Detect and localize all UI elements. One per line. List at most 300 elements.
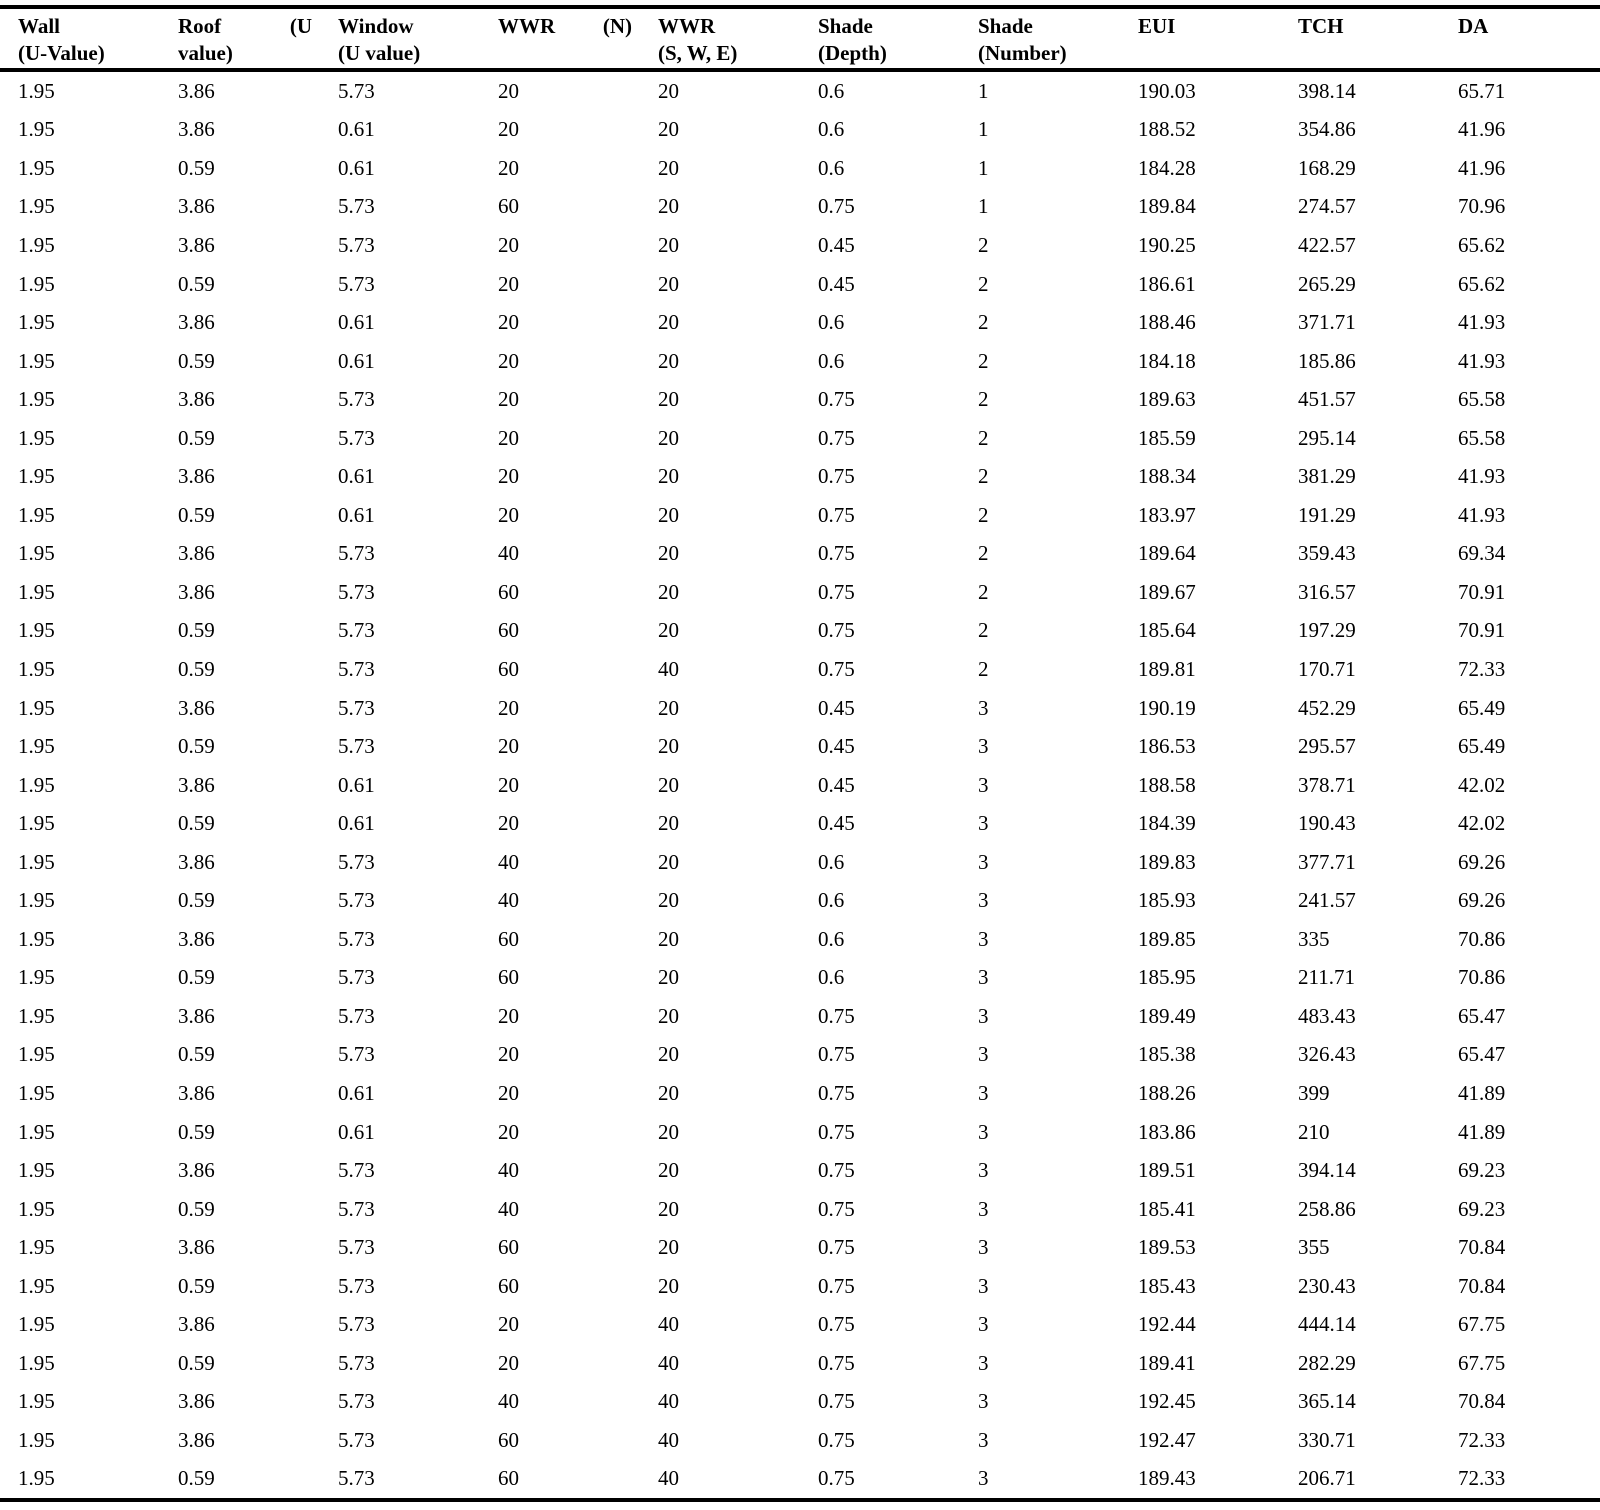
cell-da: 65.47 (1458, 1042, 1506, 1067)
cell-window-u: 5.73 (338, 541, 375, 566)
cell-wwr-n: 20 (498, 1003, 519, 1028)
cell-tch: 354.86 (1298, 117, 1356, 142)
cell-wwr-n: 20 (498, 425, 519, 450)
cell-shade-number: 3 (978, 1389, 989, 1414)
table-row (0, 1344, 1600, 1383)
cell-wwr-n: 20 (498, 387, 519, 412)
cell-wwr-swe: 20 (658, 310, 679, 335)
cell-roof-u: 3.86 (178, 1080, 215, 1105)
cell-eui: 190.25 (1138, 232, 1196, 257)
cell-window-u: 5.73 (338, 1312, 375, 1337)
cell-window-u: 5.73 (338, 1350, 375, 1375)
cell-shade-depth: 0.75 (818, 1427, 855, 1452)
cell-roof-u: 0.59 (178, 734, 215, 759)
cell-wwr-n: 20 (498, 155, 519, 180)
cell-wwr-n: 20 (498, 310, 519, 335)
cell-wwr-swe: 40 (658, 656, 679, 681)
cell-wwr-swe: 20 (658, 155, 679, 180)
table-body (0, 70, 1600, 1500)
cell-wwr-n: 20 (498, 1119, 519, 1144)
header-shade-number: Shade (Number) (978, 14, 1067, 65)
cell-wwr-swe: 20 (658, 232, 679, 257)
cell-da: 70.86 (1458, 926, 1506, 951)
cell-wwr-swe: 20 (658, 1235, 679, 1260)
cell-wall-u: 1.95 (18, 1196, 55, 1221)
cell-wwr-n: 60 (498, 965, 519, 990)
cell-shade-depth: 0.75 (818, 1042, 855, 1067)
table-row (0, 303, 1600, 342)
cell-da: 41.93 (1458, 348, 1506, 373)
cell-tch: 282.29 (1298, 1350, 1356, 1375)
cell-wall-u: 1.95 (18, 232, 55, 257)
cell-eui: 189.53 (1138, 1235, 1196, 1260)
cell-tch: 394.14 (1298, 1158, 1356, 1183)
cell-shade-number: 2 (978, 502, 989, 527)
cell-tch: 444.14 (1298, 1312, 1356, 1337)
cell-wwr-swe: 20 (658, 888, 679, 913)
results-table (0, 5, 1600, 1502)
cell-window-u: 5.73 (338, 194, 375, 219)
table-row (0, 1151, 1600, 1190)
cell-tch: 377.71 (1298, 849, 1356, 874)
cell-tch: 191.29 (1298, 502, 1356, 527)
table-row (0, 457, 1600, 496)
cell-da: 69.26 (1458, 849, 1506, 874)
cell-shade-depth: 0.6 (818, 78, 845, 103)
cell-roof-u: 0.59 (160, 1460, 320, 1501)
cell-da: 70.91 (1458, 618, 1506, 643)
cell-shade-number: 3 (978, 888, 989, 913)
cell-shade-number: 3 (978, 1312, 989, 1337)
cell-shade-depth: 0.75 (818, 541, 855, 566)
cell-tch: 451.57 (1298, 387, 1356, 412)
cell-tch: 355 (1298, 1235, 1330, 1260)
cell-eui: 183.86 (1138, 1119, 1196, 1144)
cell-window-u: 5.73 (338, 425, 375, 450)
cell-wwr-swe: 20 (658, 117, 679, 142)
cell-wwr-n: 40 (498, 1389, 519, 1414)
cell-wwr-swe: 20 (658, 1080, 679, 1105)
cell-da: 70.91 (1458, 579, 1506, 604)
cell-da: 65.62 (1458, 271, 1506, 296)
cell-eui: 188.46 (1138, 310, 1196, 335)
cell-wall-u: 1.95 (18, 310, 55, 335)
cell-da: 41.96 (1458, 117, 1506, 142)
cell-roof-u: 0.59 (178, 502, 215, 527)
cell-wall-u: 1.95 (18, 1003, 55, 1028)
cell-tch: 365.14 (1298, 1389, 1356, 1414)
cell-window-u: 5.73 (338, 1389, 375, 1414)
cell-roof-u: 3.86 (178, 1235, 215, 1260)
cell-shade-number: 3 (978, 1273, 989, 1298)
cell-shade-depth: 0.75 (818, 1350, 855, 1375)
cell-shade-depth: 0.6 (818, 310, 845, 335)
cell-shade-number: 2 (978, 425, 989, 450)
cell-da: 41.96 (1458, 155, 1506, 180)
cell-wall-u: 1.95 (18, 849, 55, 874)
cell-wwr-swe: 20 (658, 1119, 679, 1144)
cell-roof-u: 3.86 (178, 310, 215, 335)
cell-wwr-swe: 40 (658, 1427, 679, 1452)
cell-roof-u: 3.86 (178, 387, 215, 412)
cell-wall-u: 1.95 (18, 78, 55, 103)
cell-tch: 274.57 (1298, 194, 1356, 219)
table-row (0, 959, 1600, 998)
header-eui: EUI (1138, 14, 1176, 38)
cell-shade-depth: 0.45 (818, 271, 855, 296)
cell-shade-number: 3 (978, 811, 989, 836)
cell-shade-number: 3 (978, 1042, 989, 1067)
cell-tch: 371.71 (1298, 310, 1356, 335)
cell-shade-number: 1 (978, 194, 989, 219)
cell-eui: 189.85 (1138, 926, 1196, 951)
cell-shade-number: 3 (978, 1119, 989, 1144)
cell-eui: 189.43 (1120, 1460, 1280, 1501)
cell-wwr-n: 20 (498, 695, 519, 720)
cell-shade-number: 3 (978, 965, 989, 990)
cell-wwr-swe: 20 (658, 541, 679, 566)
cell-wwr-n: 60 (498, 1235, 519, 1260)
cell-wwr-swe: 20 (658, 965, 679, 990)
cell-wall-u: 1.95 (18, 502, 55, 527)
cell-wwr-swe: 20 (658, 734, 679, 759)
cell-shade-depth: 0.75 (818, 1158, 855, 1183)
cell-wall-u: 1.95 (18, 1080, 55, 1105)
cell-eui: 183.97 (1138, 502, 1196, 527)
cell-shade-number: 2 (978, 656, 989, 681)
cell-wall-u: 1.95 (18, 464, 55, 489)
cell-wall-u: 1.95 (18, 926, 55, 951)
table-row (0, 843, 1600, 882)
cell-roof-u: 3.86 (178, 232, 215, 257)
cell-eui: 185.38 (1138, 1042, 1196, 1067)
cell-shade-number: 3 (978, 1158, 989, 1183)
cell-tch: 399 (1298, 1080, 1330, 1105)
cell-tch: 197.29 (1298, 618, 1356, 643)
cell-da: 69.34 (1458, 541, 1506, 566)
cell-wwr-n: 40 (498, 1196, 519, 1221)
cell-shade-depth: 0.75 (818, 579, 855, 604)
cell-da: 70.84 (1458, 1389, 1506, 1414)
cell-wwr-swe: 20 (658, 78, 679, 103)
cell-wall-u: 1.95 (18, 387, 55, 412)
cell-shade-number: 3 (978, 1080, 989, 1105)
cell-eui: 185.95 (1138, 965, 1196, 990)
cell-wall-u: 1.95 (18, 348, 55, 373)
cell-window-u: 0.61 (338, 811, 375, 836)
cell-shade-number: 2 (978, 348, 989, 373)
cell-da: 72.33 (1440, 1460, 1600, 1501)
table-row (0, 1113, 1600, 1152)
cell-shade-depth: 0.75 (818, 1080, 855, 1105)
cell-da: 67.75 (1458, 1350, 1506, 1375)
cell-roof-u: 3.86 (178, 78, 215, 103)
cell-eui: 186.53 (1138, 734, 1196, 759)
cell-shade-number: 3 (978, 772, 989, 797)
cell-roof-u: 0.59 (178, 1119, 215, 1144)
cell-wwr-swe: 20 (658, 618, 679, 643)
cell-wall-u: 1.95 (18, 271, 55, 296)
table-row (0, 1036, 1600, 1075)
table-row (0, 70, 1600, 111)
cell-roof-u: 3.86 (178, 926, 215, 951)
cell-shade-number: 3 (978, 1196, 989, 1221)
cell-window-u: 0.61 (338, 464, 375, 489)
cell-wall-u: 1.95 (18, 117, 55, 142)
cell-eui: 189.84 (1138, 194, 1196, 219)
cell-wall-u: 1.95 (18, 1312, 55, 1337)
cell-wwr-n: 20 (498, 772, 519, 797)
cell-shade-depth: 0.75 (818, 1003, 855, 1028)
cell-tch: 211.71 (1298, 965, 1355, 990)
cell-shade-depth: 0.75 (818, 1273, 855, 1298)
cell-wwr-n: 60 (498, 926, 519, 951)
cell-shade-depth: 0.6 (818, 348, 845, 373)
cell-wall-u: 1.95 (18, 1235, 55, 1260)
cell-shade-depth: 0.45 (818, 232, 855, 257)
cell-tch: 185.86 (1298, 348, 1356, 373)
cell-window-u: 5.73 (338, 579, 375, 604)
cell-eui: 188.52 (1138, 117, 1196, 142)
cell-roof-u: 0.59 (178, 888, 215, 913)
cell-shade-number: 2 (978, 618, 989, 643)
cell-wall-u: 1.95 (18, 618, 55, 643)
cell-eui: 184.28 (1138, 155, 1196, 180)
cell-window-u: 5.73 (338, 695, 375, 720)
cell-shade-number: 3 (978, 926, 989, 951)
cell-shade-number: 2 (978, 310, 989, 335)
cell-eui: 185.41 (1138, 1196, 1196, 1221)
cell-eui: 190.19 (1138, 695, 1196, 720)
cell-shade-number: 2 (978, 271, 989, 296)
cell-window-u: 5.73 (338, 271, 375, 296)
cell-roof-u: 0.59 (178, 656, 215, 681)
cell-shade-depth: 0.75 (818, 194, 855, 219)
table-header (0, 7, 1600, 70)
cell-window-u: 5.73 (338, 1196, 375, 1221)
cell-window-u: 5.73 (338, 1003, 375, 1028)
cell-wwr-n: 60 (498, 1427, 519, 1452)
cell-wwr-n: 20 (498, 271, 519, 296)
cell-shade-depth: 0.75 (818, 1389, 855, 1414)
cell-tch: 398.14 (1298, 78, 1356, 103)
cell-da: 65.58 (1458, 387, 1506, 412)
cell-wwr-swe: 20 (658, 1042, 679, 1067)
cell-eui: 185.93 (1138, 888, 1196, 913)
cell-da: 69.26 (1458, 888, 1506, 913)
table-row (0, 1383, 1600, 1422)
cell-wwr-swe: 20 (658, 464, 679, 489)
cell-wall-u: 1.95 (18, 541, 55, 566)
table-row (0, 496, 1600, 535)
cell-tch: 326.43 (1298, 1042, 1356, 1067)
cell-tch: 258.86 (1298, 1196, 1356, 1221)
cell-wall-u: 1.95 (18, 1042, 55, 1067)
cell-window-u: 5.73 (338, 888, 375, 913)
cell-da: 41.89 (1458, 1119, 1506, 1144)
cell-wall-u: 1.95 (18, 194, 55, 219)
cell-da: 69.23 (1458, 1196, 1506, 1221)
table-row (0, 766, 1600, 805)
cell-window-u: 5.73 (338, 734, 375, 759)
cell-roof-u: 0.59 (178, 618, 215, 643)
cell-shade-depth: 0.45 (818, 811, 855, 836)
cell-wwr-swe: 20 (658, 194, 679, 219)
cell-wwr-n: 20 (498, 232, 519, 257)
cell-wwr-swe: 20 (658, 387, 679, 412)
cell-shade-depth: 0.75 (818, 425, 855, 450)
cell-shade-number: 3 (978, 1427, 989, 1452)
cell-shade-depth: 0.75 (818, 618, 855, 643)
cell-window-u: 5.73 (338, 965, 375, 990)
cell-window-u: 0.61 (338, 310, 375, 335)
cell-wall-u: 1.95 (18, 772, 55, 797)
table-row (0, 419, 1600, 458)
cell-wall-u: 1.95 (18, 1158, 55, 1183)
cell-window-u: 5.73 (338, 387, 375, 412)
cell-shade-number: 2 (978, 579, 989, 604)
cell-window-u: 5.73 (338, 1235, 375, 1260)
cell-eui: 185.64 (1138, 618, 1196, 643)
cell-wwr-swe: 20 (658, 271, 679, 296)
cell-window-u: 5.73 (338, 849, 375, 874)
cell-wwr-n: 20 (498, 78, 519, 103)
cell-roof-u: 3.86 (178, 1427, 215, 1452)
cell-shade-depth: 0.75 (818, 464, 855, 489)
cell-wwr-n: 20 (498, 502, 519, 527)
cell-wwr-n: 40 (498, 541, 519, 566)
cell-wwr-n: 20 (498, 1042, 519, 1067)
cell-wwr-swe: 40 (658, 1312, 679, 1337)
cell-roof-u: 0.59 (178, 425, 215, 450)
cell-roof-u: 3.86 (178, 772, 215, 797)
table-row (0, 535, 1600, 574)
cell-roof-u: 3.86 (178, 1158, 215, 1183)
cell-da: 41.93 (1458, 310, 1506, 335)
cell-roof-u: 0.59 (178, 965, 215, 990)
cell-shade-depth: 0.6 (818, 965, 845, 990)
table-row (0, 1267, 1600, 1306)
cell-roof-u: 3.86 (178, 464, 215, 489)
cell-wwr-n: 60 (498, 1273, 519, 1298)
cell-window-u: 5.73 (338, 1427, 375, 1452)
table-row (0, 1306, 1600, 1345)
cell-wwr-n: 20 (498, 1350, 519, 1375)
cell-wwr-n: 40 (498, 849, 519, 874)
cell-roof-u: 3.86 (178, 194, 215, 219)
cell-tch: 330.71 (1298, 1427, 1356, 1452)
cell-wwr-n: 20 (498, 348, 519, 373)
table-row (0, 727, 1600, 766)
cell-eui: 189.63 (1138, 387, 1196, 412)
cell-roof-u: 3.86 (178, 1389, 215, 1414)
cell-eui: 192.44 (1138, 1312, 1196, 1337)
cell-window-u: 0.61 (338, 117, 375, 142)
table-row (0, 111, 1600, 150)
cell-window-u: 0.61 (338, 348, 375, 373)
cell-shade-depth: 0.75 (818, 387, 855, 412)
cell-shade-depth: 0.6 (818, 155, 845, 180)
cell-roof-u: 0.59 (178, 1042, 215, 1067)
cell-da: 70.96 (1458, 194, 1506, 219)
cell-tch: 170.71 (1298, 656, 1356, 681)
cell-shade-depth: 0.75 (800, 1460, 960, 1501)
cell-wall-u: 1.95 (18, 155, 55, 180)
table-row (0, 380, 1600, 419)
cell-roof-u: 3.86 (178, 117, 215, 142)
cell-wwr-n: 60 (498, 656, 519, 681)
cell-window-u: 5.73 (338, 232, 375, 257)
cell-shade-number: 3 (978, 1235, 989, 1260)
cell-wwr-n: 20 (498, 117, 519, 142)
cell-shade-number: 3 (960, 1460, 1120, 1501)
cell-wwr-swe: 40 (658, 1350, 679, 1375)
cell-tch: 241.57 (1298, 888, 1356, 913)
cell-eui: 184.18 (1138, 348, 1196, 373)
table-row (0, 226, 1600, 265)
cell-tch: 168.29 (1298, 155, 1356, 180)
header-wall: Wall (U-Value) (18, 14, 105, 65)
cell-da: 72.33 (1458, 656, 1506, 681)
cell-eui: 189.51 (1138, 1158, 1196, 1183)
cell-window-u: 5.73 (338, 78, 375, 103)
table-row (0, 804, 1600, 843)
cell-eui: 185.59 (1138, 425, 1196, 450)
cell-shade-number: 3 (978, 734, 989, 759)
cell-tch: 316.57 (1298, 579, 1356, 604)
cell-tch: 378.71 (1298, 772, 1356, 797)
cell-eui: 188.58 (1138, 772, 1196, 797)
cell-da: 41.93 (1458, 464, 1506, 489)
table-row (0, 650, 1600, 689)
cell-wwr-n: 20 (498, 464, 519, 489)
cell-wwr-n: 20 (498, 734, 519, 759)
cell-wwr-n: 20 (498, 1312, 519, 1337)
cell-wall-u: 1.95 (18, 1427, 55, 1452)
cell-shade-number: 3 (978, 849, 989, 874)
cell-tch: 452.29 (1298, 695, 1356, 720)
cell-tch: 210 (1298, 1119, 1330, 1144)
cell-wall-u: 1.95 (18, 425, 55, 450)
cell-wwr-n: 20 (498, 811, 519, 836)
cell-shade-depth: 0.75 (818, 1312, 855, 1337)
cell-eui: 189.81 (1138, 656, 1196, 681)
cell-da: 65.71 (1458, 78, 1506, 103)
cell-eui: 188.26 (1138, 1080, 1196, 1105)
cell-roof-u: 3.86 (178, 849, 215, 874)
table-row (0, 1421, 1600, 1460)
cell-roof-u: 3.86 (178, 1312, 215, 1337)
cell-da: 70.84 (1458, 1273, 1506, 1298)
cell-window-u: 5.73 (338, 926, 375, 951)
header-window: Window (U value) (338, 14, 421, 65)
cell-da: 65.49 (1458, 695, 1506, 720)
cell-wwr-n: 40 (498, 1158, 519, 1183)
cell-tch: 422.57 (1298, 232, 1356, 257)
cell-tch: 265.29 (1298, 271, 1356, 296)
cell-wwr-swe: 20 (658, 1003, 679, 1028)
cell-wall-u: 1.95 (18, 1273, 55, 1298)
cell-eui: 189.67 (1138, 579, 1196, 604)
cell-window-u: 5.73 (320, 1460, 480, 1501)
cell-shade-depth: 0.6 (818, 117, 845, 142)
cell-wwr-n: 60 (498, 579, 519, 604)
table-row (0, 265, 1600, 304)
cell-da: 67.75 (1458, 1312, 1506, 1337)
cell-window-u: 5.73 (338, 656, 375, 681)
cell-shade-depth: 0.45 (818, 772, 855, 797)
cell-tch: 230.43 (1298, 1273, 1356, 1298)
